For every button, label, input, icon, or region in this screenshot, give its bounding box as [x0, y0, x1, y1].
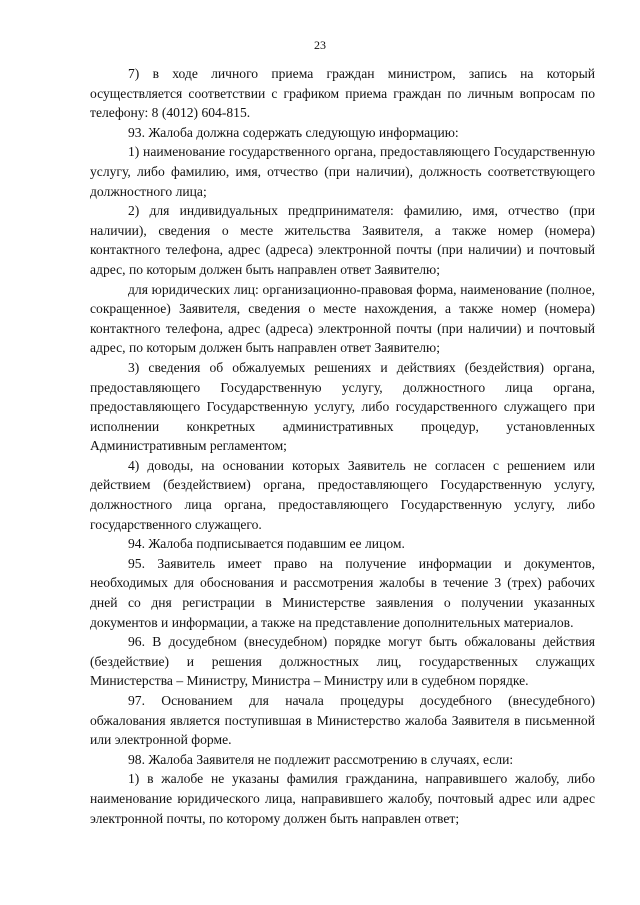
page-number: 23	[314, 38, 326, 52]
paragraph: 3) сведения об обжалуемых решениях и действиях (бездействия) органа, предоставляющего Государственную услугу, должностного лица органа, предоставляющего Государственную услугу, либо государственного служащего при исполнении конкретных административных процедур, установленных Административным регламентом;	[90, 359, 595, 454]
paragraph: 4) доводы, на основании которых Заявитель не согласен с решением или действием (бездействием) органа, предоставляющего Государственную услугу, должностного лица органа, предоставляющего Государственную услугу, либо государственного служащего.	[90, 457, 595, 532]
paragraph: 7) в ходе личного приема граждан министром, запись на который осуществляется соответствии с графиком приема граждан по личным вопросам по телефону: 8 (4012) 604-815.	[90, 66, 595, 121]
paragraph: 95. Заявитель имеет право на получение информации и документов, необходимых для обоснования и рассмотрения жалобы в течение 3 (трех) рабочих дней со дня регистрации в Министерстве заявления о получении указанных документов и информации, а также на представление дополнительных материалов.	[90, 555, 595, 630]
paragraph: 94. Жалоба подписывается подавшим ее лицом.	[128, 536, 405, 552]
paragraph: 97. Основанием для начала процедуры досудебного (внесудебного) обжалования является поступившая в Министерство жалоба Заявителя в письменной или электронной форме.	[90, 693, 595, 748]
document-body	[90, 64, 595, 828]
paragraph: для юридических лиц: организационно-правовая форма, наименование (полное, сокращенное) Заявителя, сведения о месте нахождения, а также номер (номера) контактного телефона, адрес (адреса) электронной почты (при наличии) и почтовый адрес, по которым должен быть направлен ответ Заявителю;	[90, 281, 595, 356]
paragraph: 1) наименование государственного органа, предоставляющего Государственную услугу, либо фамилию, имя, отчество (при наличии), должность соответствующего должностного лица;	[90, 144, 595, 199]
paragraph: 93. Жалоба должна содержать следующую информацию:	[128, 124, 459, 140]
paragraph: 96. В досудебном (внесудебном) порядке могут быть обжалованы действия (бездействие) и решения должностных лиц, государственных служащих Министерства – Министру, Министра – Министру или в судебном порядке.	[90, 634, 595, 689]
paragraph: 1) в жалобе не указаны фамилия гражданина, направившего жалобу, либо наименование юридического лица, направившего жалобу, почтовый адрес или адрес электронной почты, по которому должен быть направлен ответ;	[90, 771, 595, 826]
paragraph: 2) для индивидуальных предпринимателя: фамилию, имя, отчество (при наличии), сведения о месте жительства Заявителя, а также номер (номера) контактного телефона, адрес (адреса) электронной почты (при наличии) и почтовый адрес, по которым должен быть направлен ответ Заявителю;	[90, 203, 595, 277]
paragraph: 98. Жалоба Заявителя не подлежит рассмотрению в случаях, если:	[128, 751, 514, 767]
